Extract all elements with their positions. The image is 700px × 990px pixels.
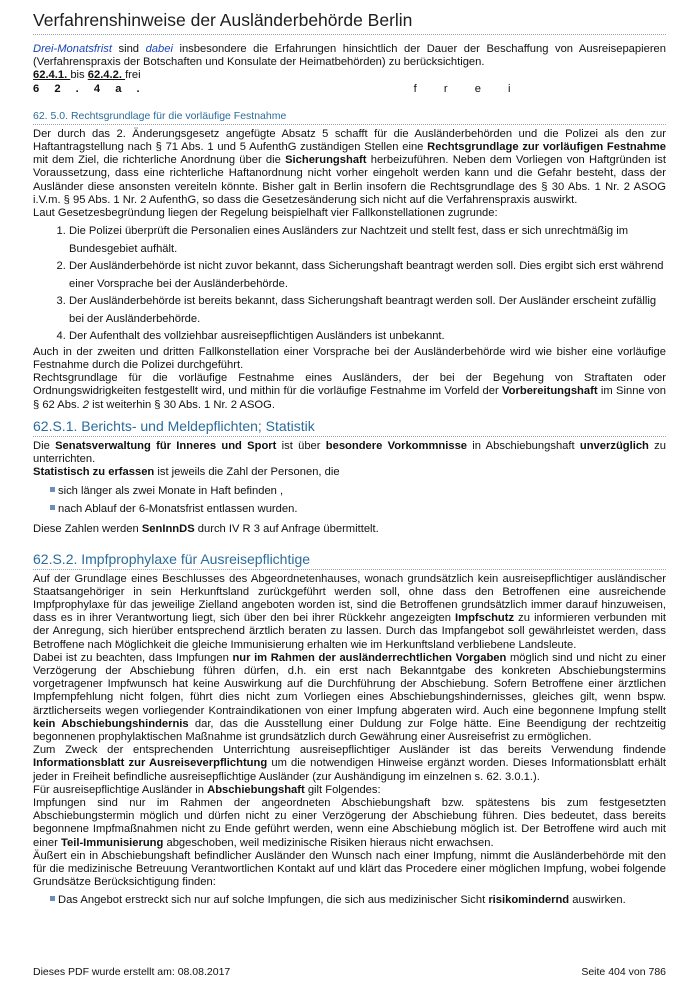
section-s1-paragraph-3: Diese Zahlen werden SenInnDS durch IV R 3 auf Anfrage übermittelt. bbox=[33, 523, 379, 536]
document-title: Verfahrenshinweise der Ausländerbehörde Berlin bbox=[33, 10, 666, 35]
square-bullet-icon bbox=[50, 505, 55, 510]
section-5-paragraph-4: Rechtsgrundlage für die vorläufige Festnahme eines Ausländers, der bei der Begehung von Straftaten oder Ordnungswidrigkeiten festgestellt wird, und mithin für die vorläufige Festnahme im Vorfeld der Vorbereitungshaft im Sinne von § 62 Abs. 2 ist weiterhin § 30 Abs. 1 Nr. 2 ASOG. bbox=[33, 372, 667, 411]
list-item: Das Angebot erstreckt sich nur auf solche Impfungen, die sich aus medizinischer Sicht risikomindernd auswirken. bbox=[45, 892, 666, 908]
frei-line-number: 6 2 . 4 a . bbox=[33, 82, 146, 95]
intro-term-frist: Drei-Monatsfrist bbox=[33, 43, 112, 55]
case-item: 3. Der Ausländerbehörde ist bereits bekannt, dass Sicherungshaft beantragt werden soll. Der Ausländer erscheint zufällig bei der Ausländerbehörde. bbox=[69, 293, 666, 328]
section-5-paragraph-2: Laut Gesetzesbegründung liegen der Regelung beispielhaft vier Fallkonstellationen zugrunde: bbox=[33, 207, 498, 220]
square-bullet-icon bbox=[50, 896, 55, 901]
page-footer bbox=[33, 966, 666, 978]
case-item: 1. Die Polizei überprüft die Personalien eines Ausländers zur Nachtzeit und stellt fest, dass er sich unrechtmäßig im Bundesgebiet aufhält. bbox=[69, 223, 666, 258]
section-s2-paragraph-6: Äußert ein in Abschiebungshaft befindlicher Ausländer den Wunsch nach einer Impfung, nimmt die Ausländerbehörde mit den für die medizinische Betreuung Verantwortlichen Kontakt auf und klärt das Procedere einer möglichen Impfung, wobei folgende Grundsätze Berücksichtigung finden: bbox=[33, 849, 666, 889]
section-s1-paragraph-1: Die Senatsverwaltung für Inneres und Sport ist über besondere Vorkommnisse in Abschiebungshaft unverzüglich zu unterrichten. bbox=[33, 439, 666, 465]
section-s2-paragraph-5: Impfungen sind nur im Rahmen der angeordneten Abschiebungshaft bzw. spätestens bis zum festgesetzten Abschiebungstermin möglich und dürfen nicht zu einer Verzögerung der Abschiebung führen. Dies bedeutet, dass bereits begonnene Impfmaßnahmen nicht zu Ende geführt werden, wenn eine Abschiebung möglich ist. Der Betroffene wird auch mit einer Teil-Immunisierung abgeschoben, weil medizinische Risiken hieraus nicht erwachsen. bbox=[33, 797, 666, 849]
footer-created-date: Dieses PDF wurde erstellt am: 08.08.2017 bbox=[33, 966, 231, 978]
case-item: 4. Der Aufenthalt des vollziehbar ausreisepflichtigen Ausländers ist unbekannt. bbox=[69, 328, 666, 346]
intro-paragraph: Drei-Monatsfrist sind dabei insbesondere die Erfahrungen hinsichtlich der Dauer der Beschaffung von Ausreisepapieren (Verfahrenspraxis der Botschaften und Konsulate der Heimatbehörden) zu berücksichtigen. bbox=[33, 43, 666, 69]
list-item: nach Ablauf der 6-Monatsfrist entlassen wurden. bbox=[45, 501, 666, 517]
list-item: sich länger als zwei Monate in Haft befinden , bbox=[45, 483, 666, 499]
frei-line bbox=[33, 83, 666, 96]
section-s2-paragraph-3: Zum Zweck der entsprechenden Unterrichtung ausreisepflichtiger Ausländer ist das bereits Verwendung findende Informationsblatt zur Ausreiseverpflichtung um die notwendigen Hinweise ergänzt worden. Dieses Informationsblatt erhält jeder in Freiheit befindliche ausreisepflichtige Ausländer (zur Aushändigung im einzelnen s. 62. 3.0.1.). bbox=[33, 744, 666, 783]
section-heading-62-s1: 62.S.1. Berichts- und Meldepflichten; Statistik bbox=[33, 418, 666, 437]
document-page bbox=[33, 10, 666, 910]
section-s2-paragraph-1: Auf der Grundlage eines Beschlusses des Abgeordnetenhauses, wonach grundsätzlich kein ausreisepflichtiger ausländischer Staatsangehöriger in sein Herkunftsland zurückgeführt werden soll, ohne dass den Betroffenen eine ausreichende Impfprophylaxe für das jeweilige Zielland angeboten worden ist, sind die Betroffenen grundsätzlich immer darauf hinzuweisen, dass es in ihrer Verantwortung liegt, sich über den bei ihrer Rückkehr angezeigten Impfschutz zu informieren verbunden mit der Anregung, sich hierüber entsprechend ärztlich beraten zu lassen. Durch das Impfangebot soll gewährleistet werden, dass Betroffene nach Möglichkeit die gleiche Immunisierung erhalten wie im Herkunftsland verbliebene Landsleute. bbox=[33, 572, 666, 651]
section-s2-paragraph-4: Für ausreisepflichtige Ausländer in Abschiebungshaft gilt Folgendes: bbox=[33, 783, 381, 796]
section-5-paragraph-3: Auch in der zweiten und dritten Fallkonstellation einer Vorsprache bei der Ausländerbehörde wird wie bisher eine vorläufige Festnahme durch die Polizei durchgeführt. bbox=[33, 345, 666, 371]
case-list bbox=[33, 223, 666, 346]
case-item: 2. Der Ausländerbehörde ist nicht zuvor bekannt, dass Sicherungshaft beantragt werden soll. Dies ergibt sich erst während einer Vorsprache bei der Ausländerbehörde. bbox=[69, 258, 666, 293]
section-s1-paragraph-2: Statistisch zu erfassen ist jeweils die Zahl der Personen, die bbox=[33, 466, 340, 479]
section-heading-62-5: 62. 5.0. Rechtsgrundlage für die vorläufige Festnahme bbox=[33, 110, 666, 125]
section-5-paragraph-1: Der durch das 2. Änderungsgesetz angefügte Absatz 5 schafft für die Ausländerbehörden und die Polizei als den zur Haftantragstellung nach § 71 Abs. 1 und 5 AufenthG zuständigen Stellen eine Rechtsgrundlage zur vorläufigen Festnahme mit dem Ziel, die richterliche Anordnung über die Sicherungshaft herbeizuführen. Neben dem Vorliegen von Haftgründen ist Voraussetzung, dass eine richterliche Haftanordnung nicht vorher eingeholt werden kann und die Gefahr besteht, dass der Ausländer diese ansonsten vereiteln könnte. Bisher galt in Berlin insofern die Rechtsgrundlage des § 30 Abs. 1 Nr. 2 ASOG i.V.m. § 95 Abs. 1 Nr. 2 AufenthG, so dass die Gesetzesänderung sich nicht auf die Verfahrenspraxis auswirkt. bbox=[33, 127, 666, 206]
section-heading-62-s2: 62.S.2. Impfprophylaxe für Ausreisepflichtige bbox=[33, 551, 666, 570]
section-s2-paragraph-2: Dabei ist zu beachten, dass Impfungen nur im Rahmen der ausländerrechtlichen Vorgaben möglich sind und nicht zu einer Verzögerung der Abschiebung führen dürfen, d.h. ein erst nach Bekanntgabe des konkreten Abschiebungstermins vorgetragener Impfwunsch hat keine Auswirkung auf die Durchführung der Abschiebung. Sofern Betroffene einer ärztlichen Impfempfehlung nicht folgen, führt dies nicht zum Vorliegen eines Abschiebungshindernisses, gleiches gilt, wenn bspw. ärztlicherseits wegen vorliegender Kontraindikationen von einer Impfung abgeraten wird. Auch eine begonnene Impfung stellt kein Abschiebungshindernis dar, das die Ausstellung einer Duldung zur Folge hätte. Eine Beendigung der rechtzeitig begonnenen prophylaktischen Maßnahme ist grundsätzlich durch Gewährung einer Ausreisefrist zu ermöglichen. bbox=[33, 651, 666, 743]
principles-list bbox=[33, 892, 666, 908]
frei-line-text: f r e i bbox=[413, 82, 523, 95]
intro-term-dabei: dabei bbox=[145, 43, 173, 55]
range-line: 62.4.1. bis 62.4.2. frei bbox=[33, 69, 141, 82]
footer-page-number: Seite 404 von 786 bbox=[581, 966, 666, 978]
square-bullet-icon bbox=[50, 487, 55, 492]
statistics-list bbox=[33, 483, 666, 517]
